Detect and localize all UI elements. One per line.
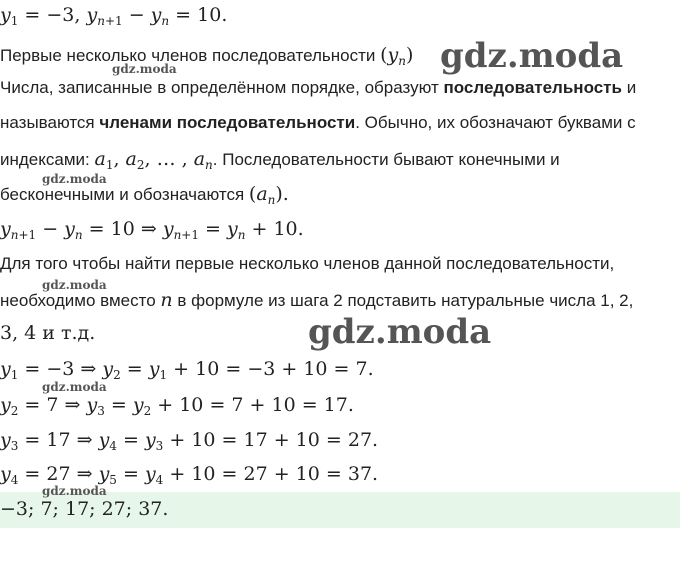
watermark-small: gdz.moda <box>42 278 107 292</box>
definition-line-2: называются членами последовательности. Обычно, их обозначают буквами с <box>0 113 636 132</box>
definition-line-4: бесконечными и обозначаются $(a_n)$. <box>0 183 289 207</box>
watermark-small: gdz.moda <box>42 484 107 498</box>
answer-text: −3; 7; 17; 27; 37. <box>0 498 169 520</box>
watermark-small: gdz.moda <box>112 62 177 76</box>
step-row: $y_3 = 17$ ⇒ $y_4 = y_3 + 10 = 17 + 10 = 27$. <box>0 429 379 453</box>
definition-line-3: индексами: $a_1$, $a_2$, … , $a_n$. Последовательности бывают конечными и <box>0 148 560 172</box>
watermark-small: gdz.moda <box>42 380 107 394</box>
watermark-logo: gdz.moda <box>440 36 624 76</box>
recurrence-formula: $y_{n+1} - y_n = 10$ ⇒ $y_{n+1} = y_n + 10$. <box>0 218 304 242</box>
given-formula: $y_1 = -3$, $y_{n+1} - y_n = 10$. <box>0 4 228 28</box>
watermark-logo: gdz.moda <box>308 312 492 352</box>
step-row: $y_1 = -3$ ⇒ $y_2 = y_1 + 10 = -3 + 10 = 7$. <box>0 358 374 382</box>
watermark-small: gdz.moda <box>42 172 107 186</box>
instruction-line-1: Для того чтобы найти первые несколько членов данной последовательности, <box>0 254 615 273</box>
step-row: $y_2 = 7$ ⇒ $y_3 = y_2 + 10 = 7 + 10 = 17$. <box>0 394 354 418</box>
first-terms-heading: Первые несколько членов последовательности $(y_n)$ <box>0 44 414 68</box>
instruction-line-2: необходимо вместо n в формуле из шага 2 подставить натуральные числа 1, 2, <box>0 289 634 311</box>
instruction-line-3: 3, 4 и т.д. <box>0 322 96 344</box>
step-row: $y_4 = 27$ ⇒ $y_5 = y_4 + 10 = 27 + 10 = 37$. <box>0 463 379 487</box>
definition-line-1: Числа, записанные в определённом порядке, образуют последовательность и <box>0 78 637 97</box>
